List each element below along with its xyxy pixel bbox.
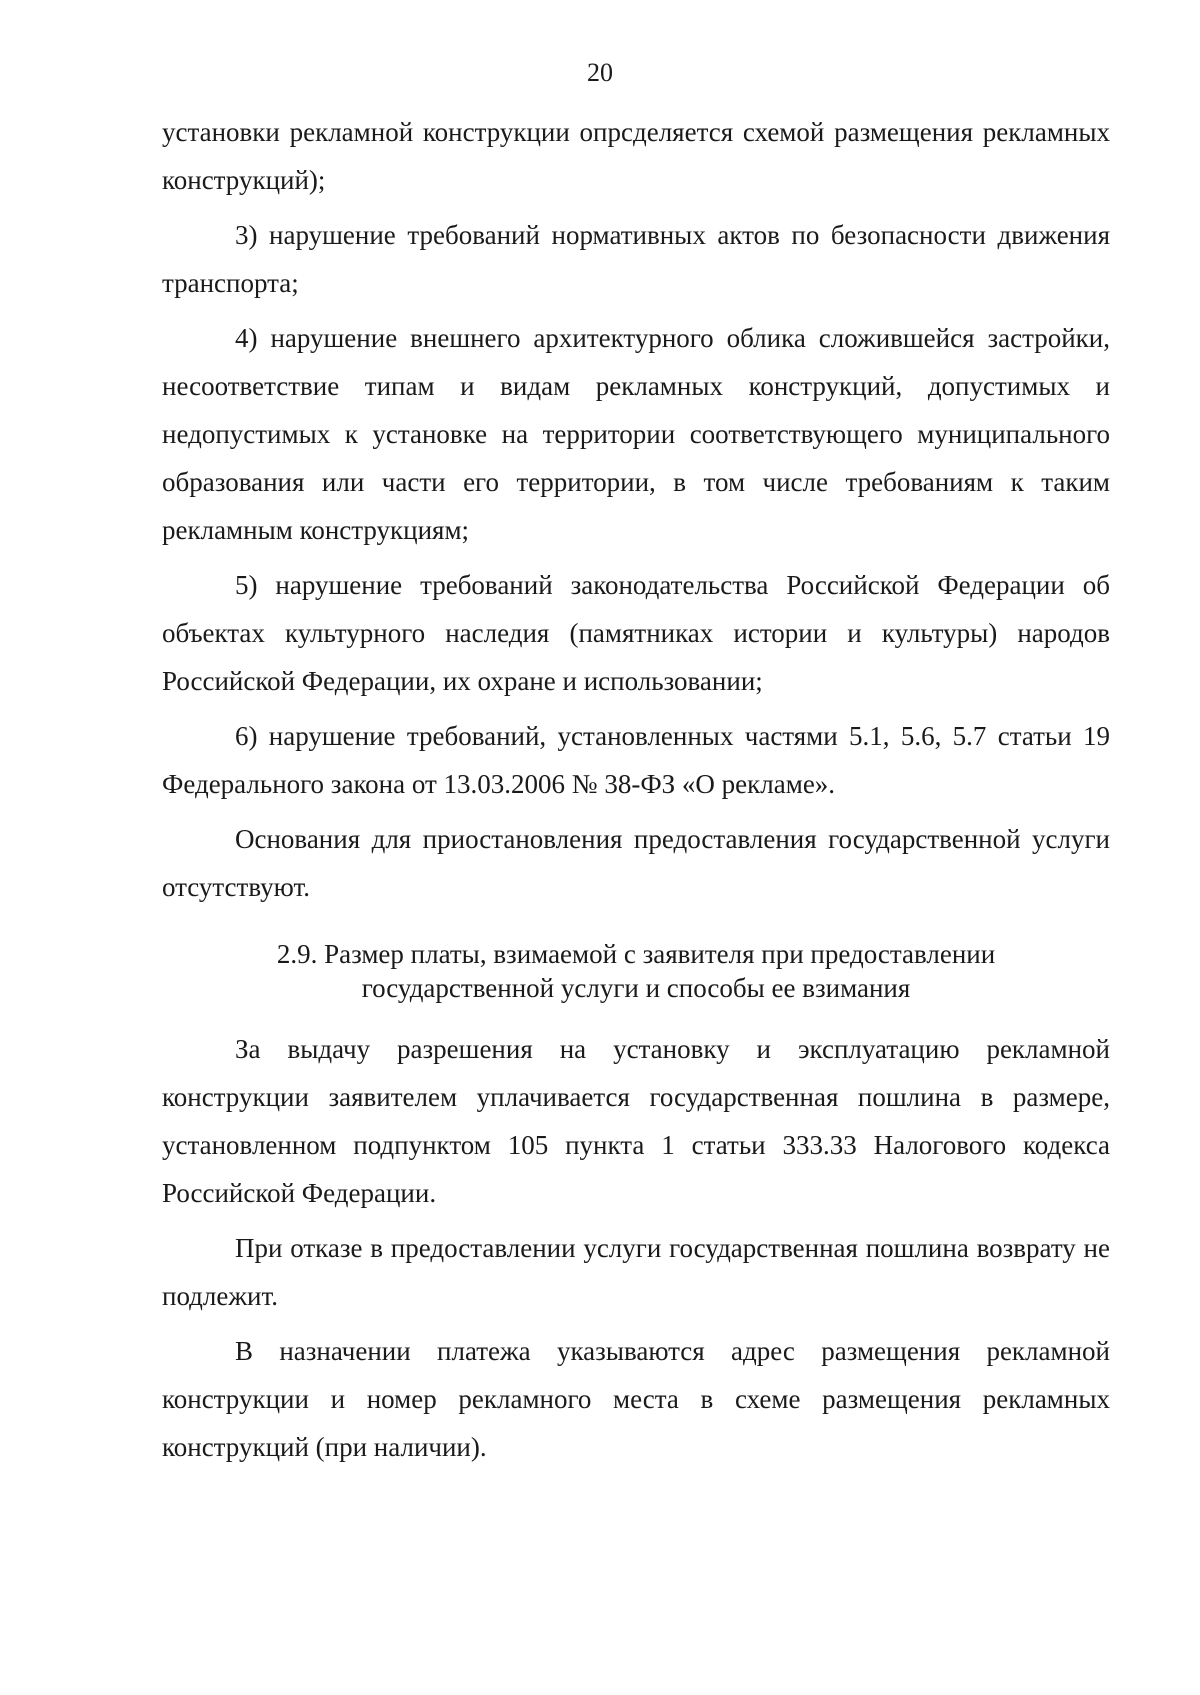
paragraph-continuation: установки рекламной конструкции опрсделяется схемой размещения рекламных конструкций); — [162, 117, 1110, 195]
paragraph-item-3: 3) нарушение требований нормативных актов по безопасности движения транспорта; — [162, 220, 1110, 298]
section-heading-line-2: государственной услуги и способы ее взимания — [361, 973, 911, 1003]
paragraph-no-suspension: Основания для приостановления предоставления государственной услуги отсутствуют. — [162, 824, 1110, 902]
paragraph-state-fee: За выдачу разрешения на установку и эксплуатацию рекламной конструкции заявителем уплачивается государственная пошлина в размере, установленном подпунктом 105 пункта 1 статьи 333.33 Налогового кодекса Российской Федерации. — [162, 1034, 1110, 1208]
section-heading-line-1: 2.9. Размер платы, взимаемой с заявителя при предоставлении — [276, 939, 996, 969]
paragraph-item-5: 5) нарушение требований законодательства Российской Федерации об объектах культурного наследия (памятниках истории и культуры) народов Российской Федерации, их охране и использовании; — [162, 570, 1110, 696]
paragraph-item-6: 6) нарушение требований, установленных частями 5.1, 5.6, 5.7 статьи 19 Федерального закона от 13.03.2006 № 38-ФЗ «О рекламе». — [162, 721, 1110, 799]
page-number: 20 — [587, 58, 613, 87]
paragraph-payment-purpose: В назначении платежа указываются адрес размещения рекламной конструкции и номер рекламного места в схеме размещения рекламных конструкций (при наличии). — [162, 1336, 1110, 1462]
document-body — [162, 108, 1110, 1478]
section-heading-2-9 — [162, 937, 1110, 1005]
paragraph-item-4: 4) нарушение внешнего архитектурного облика сложившейся застройки, несоответствие типам и видам рекламных конструкций, допустимых и недопустимых к установке на территории соответствующего муниципального образования или части его территории, в том числе требованиям к таким рекламным конструкциям; — [162, 323, 1110, 545]
paragraph-fee-nonrefundable: При отказе в предоставлении услуги государственная пошлина возврату не подлежит. — [162, 1233, 1110, 1311]
